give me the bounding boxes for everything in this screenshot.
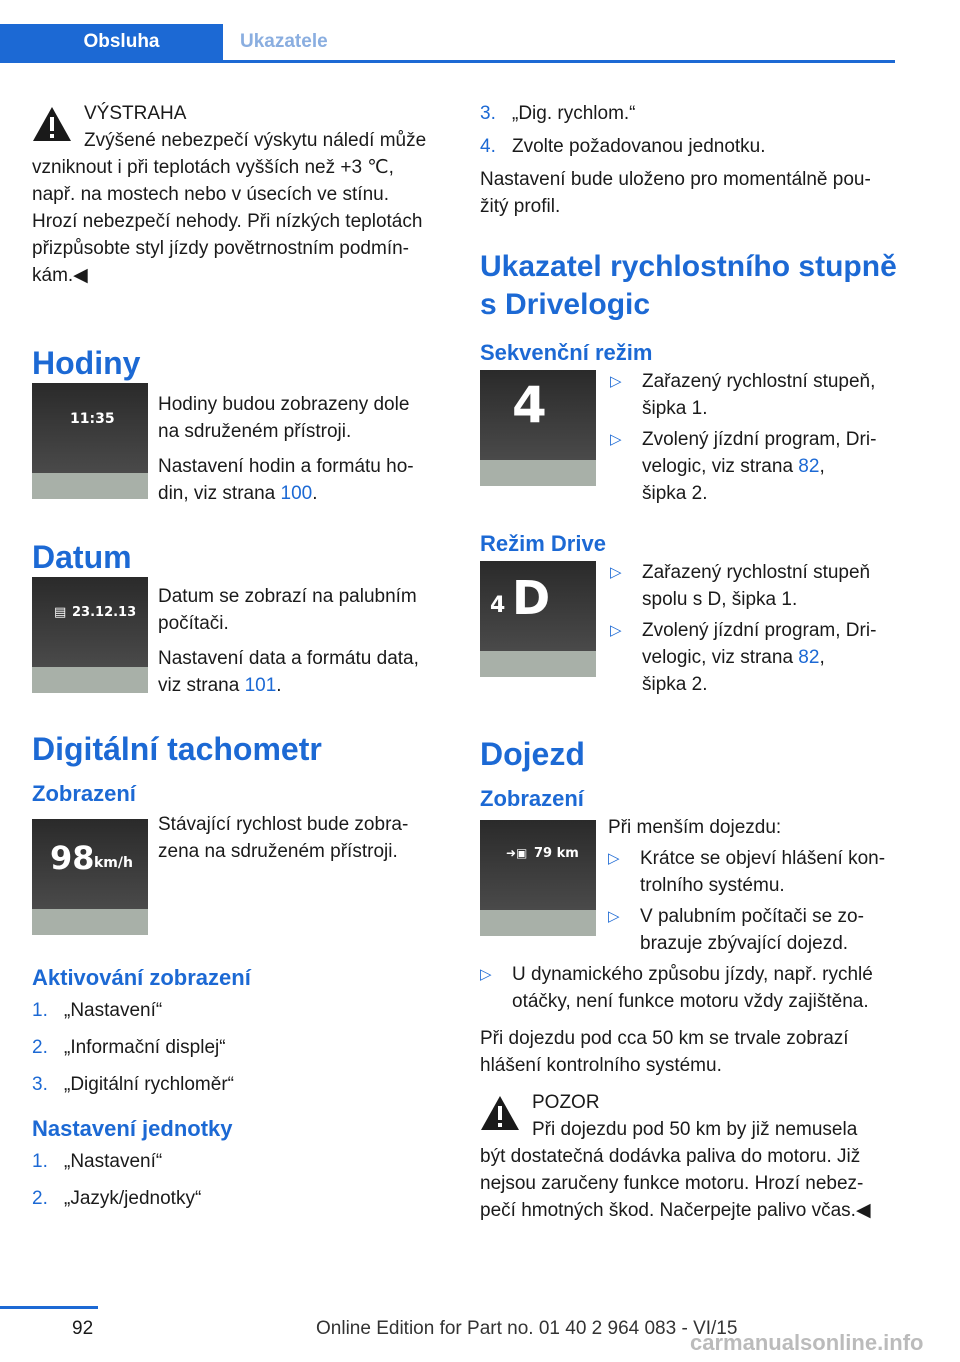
speed-value: 98 (50, 839, 95, 877)
list-item: ▷ Zvolený jízdní program, Dri‐ velogic, viz strana 82, šipka 2. (610, 617, 876, 698)
warning-line: např. na mostech nebo v úsecích ve stínu. (32, 184, 389, 205)
hodiny-text: Hodiny budou zobrazeny dole (158, 394, 410, 415)
drive-mode-letter: D (512, 571, 551, 625)
right-column (480, 100, 898, 1224)
pozor-line: pečí hmotných škod. Načerpejte palivo včas.◀ (480, 1200, 871, 1221)
datum-text: Nastavení data a formátu data, (158, 648, 419, 669)
tab-ukazatele[interactable]: Ukazatele (240, 31, 328, 52)
list-item: ▷ Zařazený rychlostní stupeň spolu s D, šipka 1. (610, 559, 876, 613)
range-display-image (480, 820, 596, 936)
hodiny-text: din, viz strana 100. (158, 483, 318, 504)
fuel-pump-icon: ➜▣ (506, 846, 528, 860)
pozor-line: Při dojezdu pod 50 km by již nemusela (532, 1119, 858, 1140)
warning-block (32, 100, 442, 289)
tacho-subheading: Zobrazení (32, 781, 136, 806)
warning-line: přizpůsobte styl jízdy povětrnostním podmín‐ (32, 238, 410, 259)
pozor-line: být dostatečná dodávka paliva do motoru. Již (480, 1146, 861, 1167)
tacho-section (32, 809, 442, 935)
list-item: 4. Zvolte požadovanou jednotku. (480, 136, 766, 157)
drive-heading: Režim Drive (480, 531, 606, 556)
gear-heading: Ukazatel rychlostního stupně (480, 250, 897, 283)
dojezd-list (608, 845, 885, 957)
tab-obsluha[interactable]: Obsluha (0, 24, 223, 60)
tacho-text: Stávající rychlost bude zobra‐ (158, 814, 409, 835)
sekvencni-section (480, 368, 898, 507)
drive-gear-number: 4 (490, 593, 506, 618)
date-display-image (32, 577, 148, 693)
sekvencni-list (596, 368, 876, 507)
header-rule (0, 60, 895, 63)
datum-heading: Datum (32, 539, 132, 575)
hodiny-text: na sdruženém přístroji. (158, 421, 352, 442)
page-number: 92 (72, 1318, 94, 1339)
saved-text: žitý profil. (480, 196, 561, 217)
steps-list (480, 100, 898, 160)
dojezd-intro: Při menším dojezdu: (608, 817, 782, 838)
dojezd-section (480, 814, 898, 957)
clock-display-image (32, 383, 148, 499)
list-item: 2. „Informační displej“ (32, 1037, 226, 1058)
watermark: carmanualsonline.info (690, 1330, 924, 1355)
sequential-gear-image (480, 370, 596, 486)
datum-text: počítači. (158, 613, 229, 634)
gear-heading: s Drivelogic (480, 288, 651, 321)
warning-line: vzniknout i při teplotách vyšších než +3 ℃, (32, 157, 394, 178)
dojezd-text: hlášení kontrolního systému. (480, 1055, 722, 1076)
triangle-bullet-icon: ▷ (610, 431, 622, 448)
header-tabs (0, 24, 895, 62)
list-item: ▷ Zařazený rychlostní stupeň, šipka 1. (610, 368, 876, 422)
warning-icon (32, 106, 72, 142)
gear-number: 4 (512, 376, 547, 434)
drive-gear-image (480, 561, 596, 677)
calendar-icon: ▤ (54, 605, 67, 620)
drive-section (480, 559, 898, 698)
page-link-82[interactable]: 82 (798, 647, 820, 668)
list-item: ▷ Zvolený jízdní program, Dri‐ velogic, viz strana 82, šipka 2. (610, 426, 876, 507)
triangle-bullet-icon: ▷ (610, 564, 622, 581)
list-item: ▷ U dynamického způsobu jízdy, např. rychlé otáčky, není funkce motoru vždy zajištěna. (480, 961, 898, 1015)
drive-list (596, 559, 876, 698)
dojezd-heading: Dojezd (480, 736, 585, 772)
triangle-bullet-icon: ▷ (610, 622, 622, 639)
list-item: 3. „Digitální rychloměr“ (32, 1074, 234, 1095)
page-link-100[interactable]: 100 (280, 483, 313, 504)
list-item: 1. „Nastavení“ (32, 1000, 163, 1021)
dojezd-subheading: Zobrazení (480, 786, 584, 811)
range-value: 79 km (534, 846, 579, 861)
dojezd-list-2 (480, 961, 898, 1015)
page-link-82[interactable]: 82 (798, 456, 820, 477)
jednotka-list (32, 1148, 442, 1212)
left-column (32, 100, 442, 1212)
hodiny-text: Nastavení hodin a formátu ho‐ (158, 456, 414, 477)
footer-rule (0, 1306, 98, 1309)
triangle-bullet-icon: ▷ (608, 908, 620, 925)
datum-text: viz strana 101. (158, 675, 282, 696)
warning-line: kám.◀ (32, 265, 88, 286)
speed-display-image (32, 819, 148, 935)
list-item: 3. „Dig. rychlom.“ (480, 103, 636, 124)
speed-unit: km/h (94, 855, 133, 871)
triangle-bullet-icon: ▷ (480, 966, 492, 983)
warning-title: VÝSTRAHA (84, 103, 187, 124)
sekvencni-heading: Sekvenční režim (480, 340, 653, 365)
list-item: ▷ V palubním počítači se zo‐ brazuje zbývající dojezd. (608, 903, 885, 957)
triangle-bullet-icon: ▷ (608, 850, 620, 867)
jednotka-heading: Nastavení jednotky (32, 1116, 233, 1141)
aktivovani-list (32, 997, 442, 1098)
list-item: 1. „Nastavení“ (32, 1151, 163, 1172)
pozor-block (480, 1089, 898, 1224)
warning-line: Hrozí nebezpečí nehody. Při nízkých teplotách (32, 211, 423, 232)
list-item: ▷ Krátce se objeví hlášení kon‐ trolního systému. (608, 845, 885, 899)
warning-icon (480, 1095, 520, 1131)
clock-display-text: 11:35 (70, 411, 115, 427)
dojezd-text: Při dojezdu pod cca 50 km se trvale zobrazí (480, 1028, 849, 1049)
saved-text: Nastavení bude uloženo pro momentálně pou‐ (480, 169, 871, 190)
tacho-text: zena na sdruženém přístroji. (158, 841, 398, 862)
pozor-title: POZOR (532, 1092, 600, 1113)
datum-text: Datum se zobrazí na palubním (158, 586, 417, 607)
aktivovani-heading: Aktivování zobrazení (32, 965, 251, 990)
tacho-heading: Digitální tachometr (32, 731, 322, 767)
hodiny-heading: Hodiny (32, 345, 141, 381)
triangle-bullet-icon: ▷ (610, 373, 622, 390)
page-link-101[interactable]: 101 (244, 675, 277, 696)
list-item: 2. „Jazyk/jednotky“ (32, 1188, 202, 1209)
edition-text: Online Edition for Part no. 01 40 2 964 083 - VI/15 (316, 1318, 738, 1339)
warning-line: Zvýšené nebezpečí výskytu náledí může (84, 130, 427, 151)
date-display-text: 23.12.13 (72, 605, 137, 620)
pozor-line: nejsou zaručeny funkce motoru. Hrozí nebez‐ (480, 1173, 864, 1194)
